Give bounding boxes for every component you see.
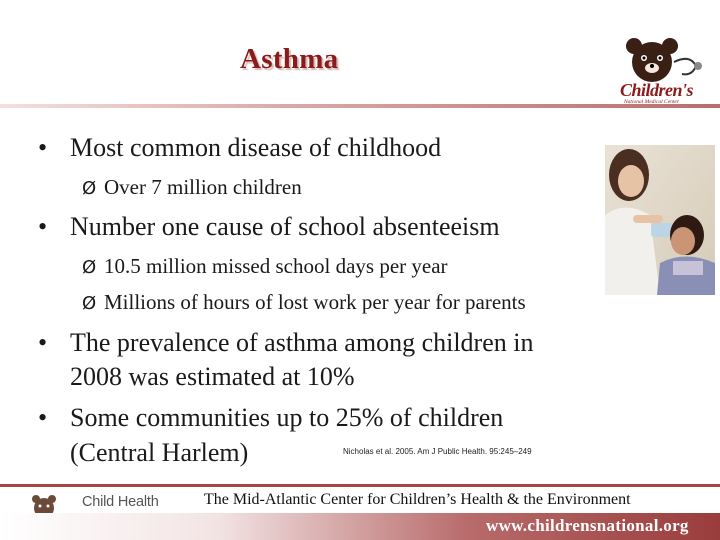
logo-tagline: National Medical Center: [624, 99, 679, 105]
sub-bullet-text: Over 7 million children: [104, 175, 302, 199]
sub-bullet-item: [82, 289, 526, 317]
footer-center-text: The Mid-Atlantic Center for Children’s Health & the Environment: [204, 491, 631, 508]
bullet-text: Some communities up to 25% of children: [70, 403, 504, 432]
cha-line-1: Child Health: [82, 494, 159, 510]
bullet-item: [38, 401, 503, 434]
bullet-dot: •: [38, 212, 48, 241]
footer-divider: [0, 484, 720, 487]
bullet-text: Number one cause of school absenteeism: [70, 212, 500, 241]
bullet-continuation: 2008 was estimated at 10%: [70, 362, 355, 391]
arrow-bullet-icon: Ø: [82, 178, 97, 199]
sub-bullet-item: [82, 253, 448, 281]
arrow-bullet-icon: Ø: [82, 293, 97, 314]
bullet-dot: •: [38, 133, 48, 162]
mother-child-inhaler-photo: [605, 145, 715, 295]
bullet-text: Most common disease of childhood: [70, 133, 442, 162]
sub-bullet-item: [82, 174, 302, 202]
childrens-national-logo: [612, 36, 712, 105]
sub-bullet-text: Millions of hours of lost work per year for parents: [104, 290, 526, 314]
bullet-text: The prevalence of asthma among children in: [70, 328, 534, 357]
arrow-bullet-icon: Ø: [82, 257, 97, 278]
teddy-bear-icon: [612, 36, 712, 86]
bullet-item: [38, 326, 533, 359]
sub-bullet-text: 10.5 million missed school days per year: [104, 254, 448, 278]
title-divider: [0, 104, 720, 108]
bullet-item: [38, 131, 441, 164]
bullet-dot: •: [38, 328, 48, 357]
bullet-dot: •: [38, 403, 48, 432]
footer-url: www.childrensnational.org: [486, 516, 689, 535]
bullet-continuation: (Central Harlem): [70, 438, 249, 467]
logo-brand-text: Children's: [620, 80, 694, 100]
slide-title: Asthma: [240, 43, 339, 75]
bullet-item: [38, 210, 500, 243]
citation: Nicholas et al. 2005. Am J Public Health. 95:245–249: [343, 447, 532, 456]
